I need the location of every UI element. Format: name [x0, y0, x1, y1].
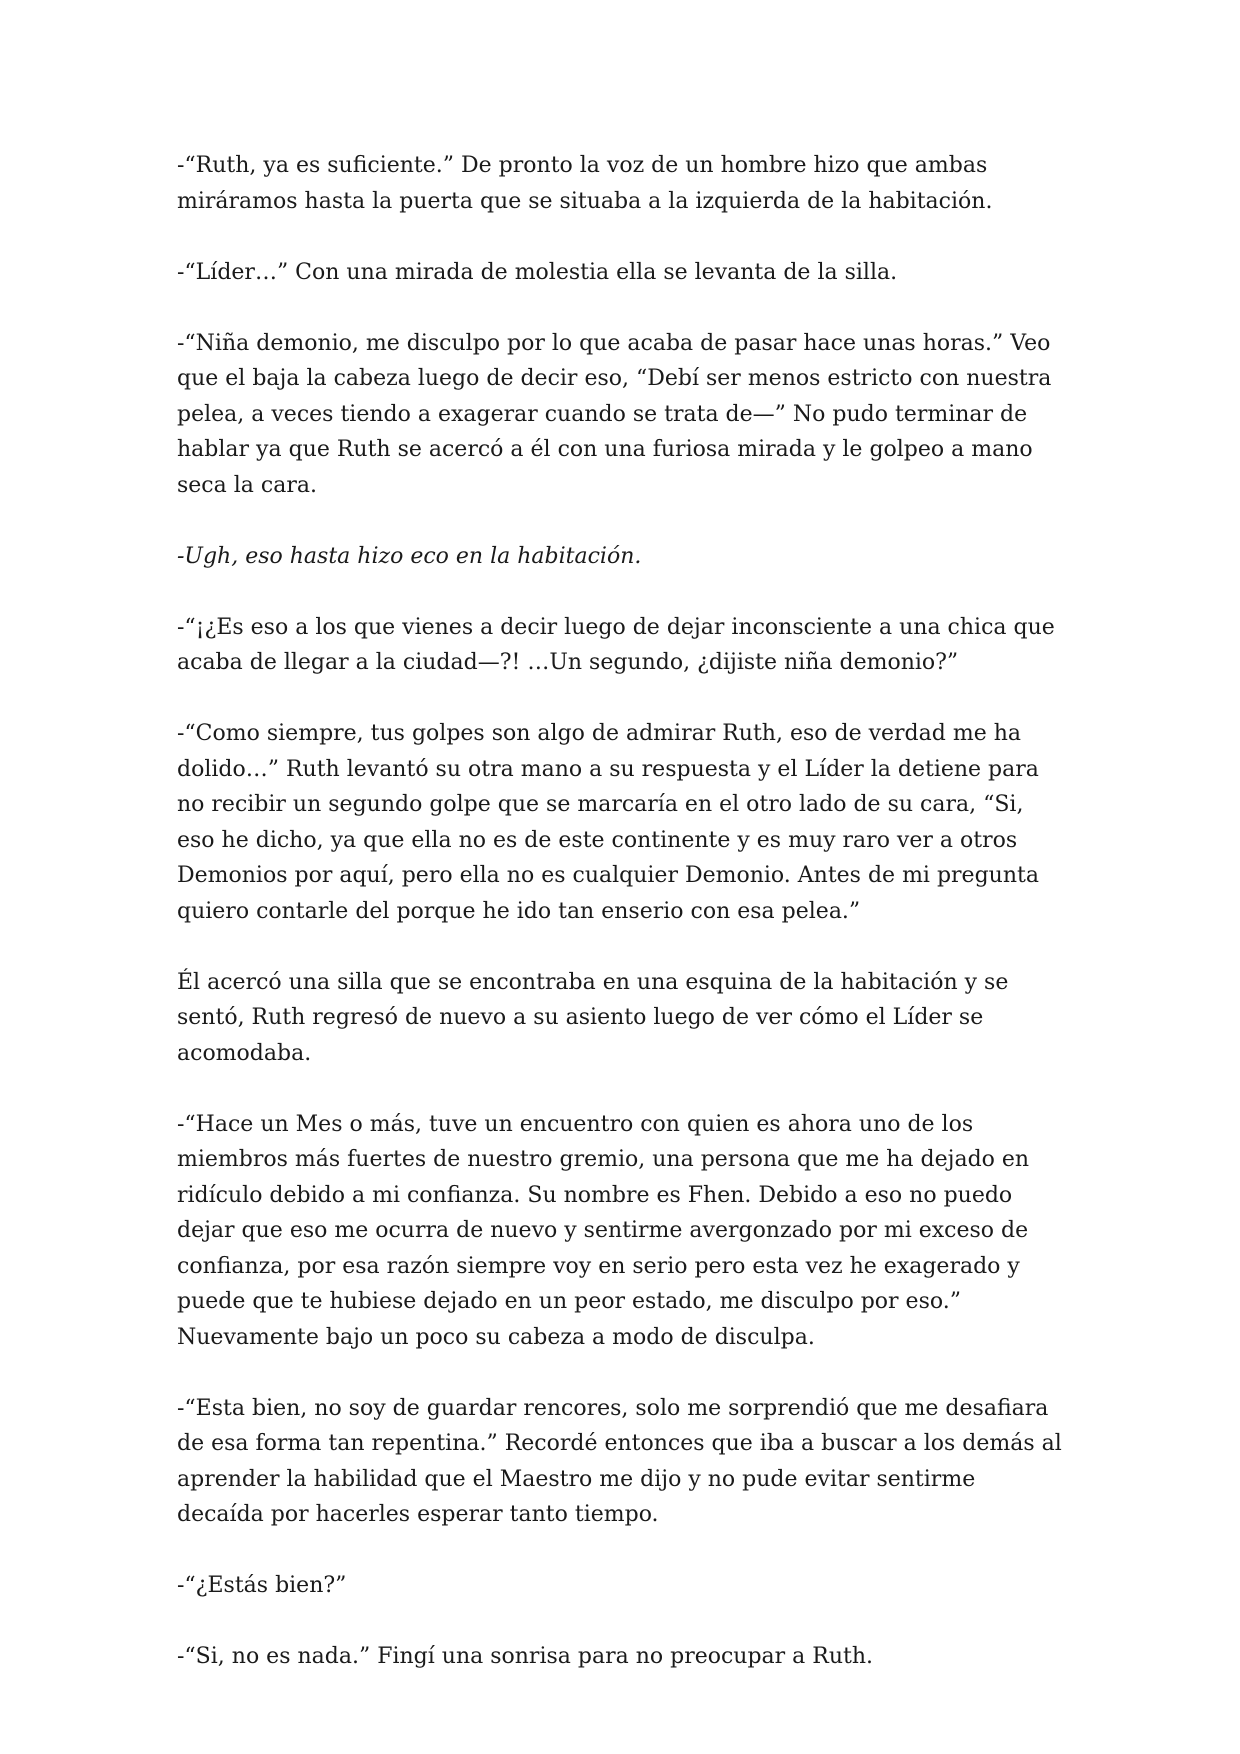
document-page: [177, 148, 1065, 1710]
paragraph: -“Como siempre, tus golpes son algo de admirar Ruth, eso de verdad me ha dolido…” Ruth levantó su otra mano a su respuesta y el Líder la detiene para no recibir un segundo golpe que se marcaría en el otro lado de su cara, “Si, eso he dicho, ya que ella no es de este continente y es muy raro ver a otros Demonios por aquí, pero ella no es cualquier Demonio. Antes de mi pregunta quiero contarle del porque he ido tan enserio con esa pelea.”: [177, 721, 1039, 924]
paragraph: -“¡¿Es eso a los que vienes a decir luego de dejar inconsciente a una chica que acaba de llegar a la ciudad—?! …Un segundo, ¿dijiste niña demonio?”: [177, 614, 1055, 675]
paragraph: -“Esta bien, no soy de guardar rencores, solo me sorprendió que me desafiara de esa forma tan repentina.” Recordé entonces que iba a buscar a los demás al aprender la habilidad que el Maestro me dijo y no pude evitar sentirme decaída por hacerles esperar tanto tiempo.: [177, 1395, 1062, 1527]
paragraph: -“Líder…” Con una mirada de molestia ella se levanta de la silla.: [177, 259, 898, 285]
paragraph: -“¿Estás bien?”: [177, 1573, 347, 1598]
paragraph: -“Hace un Mes o más, tuve un encuentro con quien es ahora uno de los miembros más fuertes de nuestro gremio, una persona que me ha dejado en ridículo debido a mi confianza. Su nombre es Fhen. Debido a eso no puedo dejar que eso me ocurra de nuevo y sentirme avergonzado por mi exceso de confianza, por esa razón siempre voy en serio pero esta vez he exagerado y puede que te hubiese dejado en un peor estado, me disculpo por eso.” Nuevamente bajo un poco su cabeza a modo de disculpa.: [177, 1111, 1030, 1350]
paragraph: -“Ruth, ya es suficiente.” De pronto la voz de un hombre hizo que ambas miráramos hasta la puerta que se situaba a la izquierda de la habitación.: [177, 153, 993, 214]
paragraph-italic-thought: -Ugh, eso hasta hizo eco en la habitación.: [177, 543, 642, 569]
paragraph: -“Si, no es nada.” Fingí una sonrisa para no preocupar a Ruth.: [177, 1644, 874, 1669]
paragraph: Él acercó una silla que se encontraba en una esquina de la habitación y se sentó, Ruth regresó de nuevo a su asiento luego de ver cómo el Líder se acomodaba.: [177, 969, 1009, 1066]
paragraph: -“Niña demonio, me disculpo por lo que acaba de pasar hace unas horas.” Veo que el baja la cabeza luego de decir eso, “Debí ser menos estricto con nuestra pelea, a veces tiendo a exagerar cuando se trata de—” No pudo terminar de hablar ya que Ruth se acercó a él con una furiosa mirada y le golpeo a mano seca la cara.: [177, 330, 1052, 498]
